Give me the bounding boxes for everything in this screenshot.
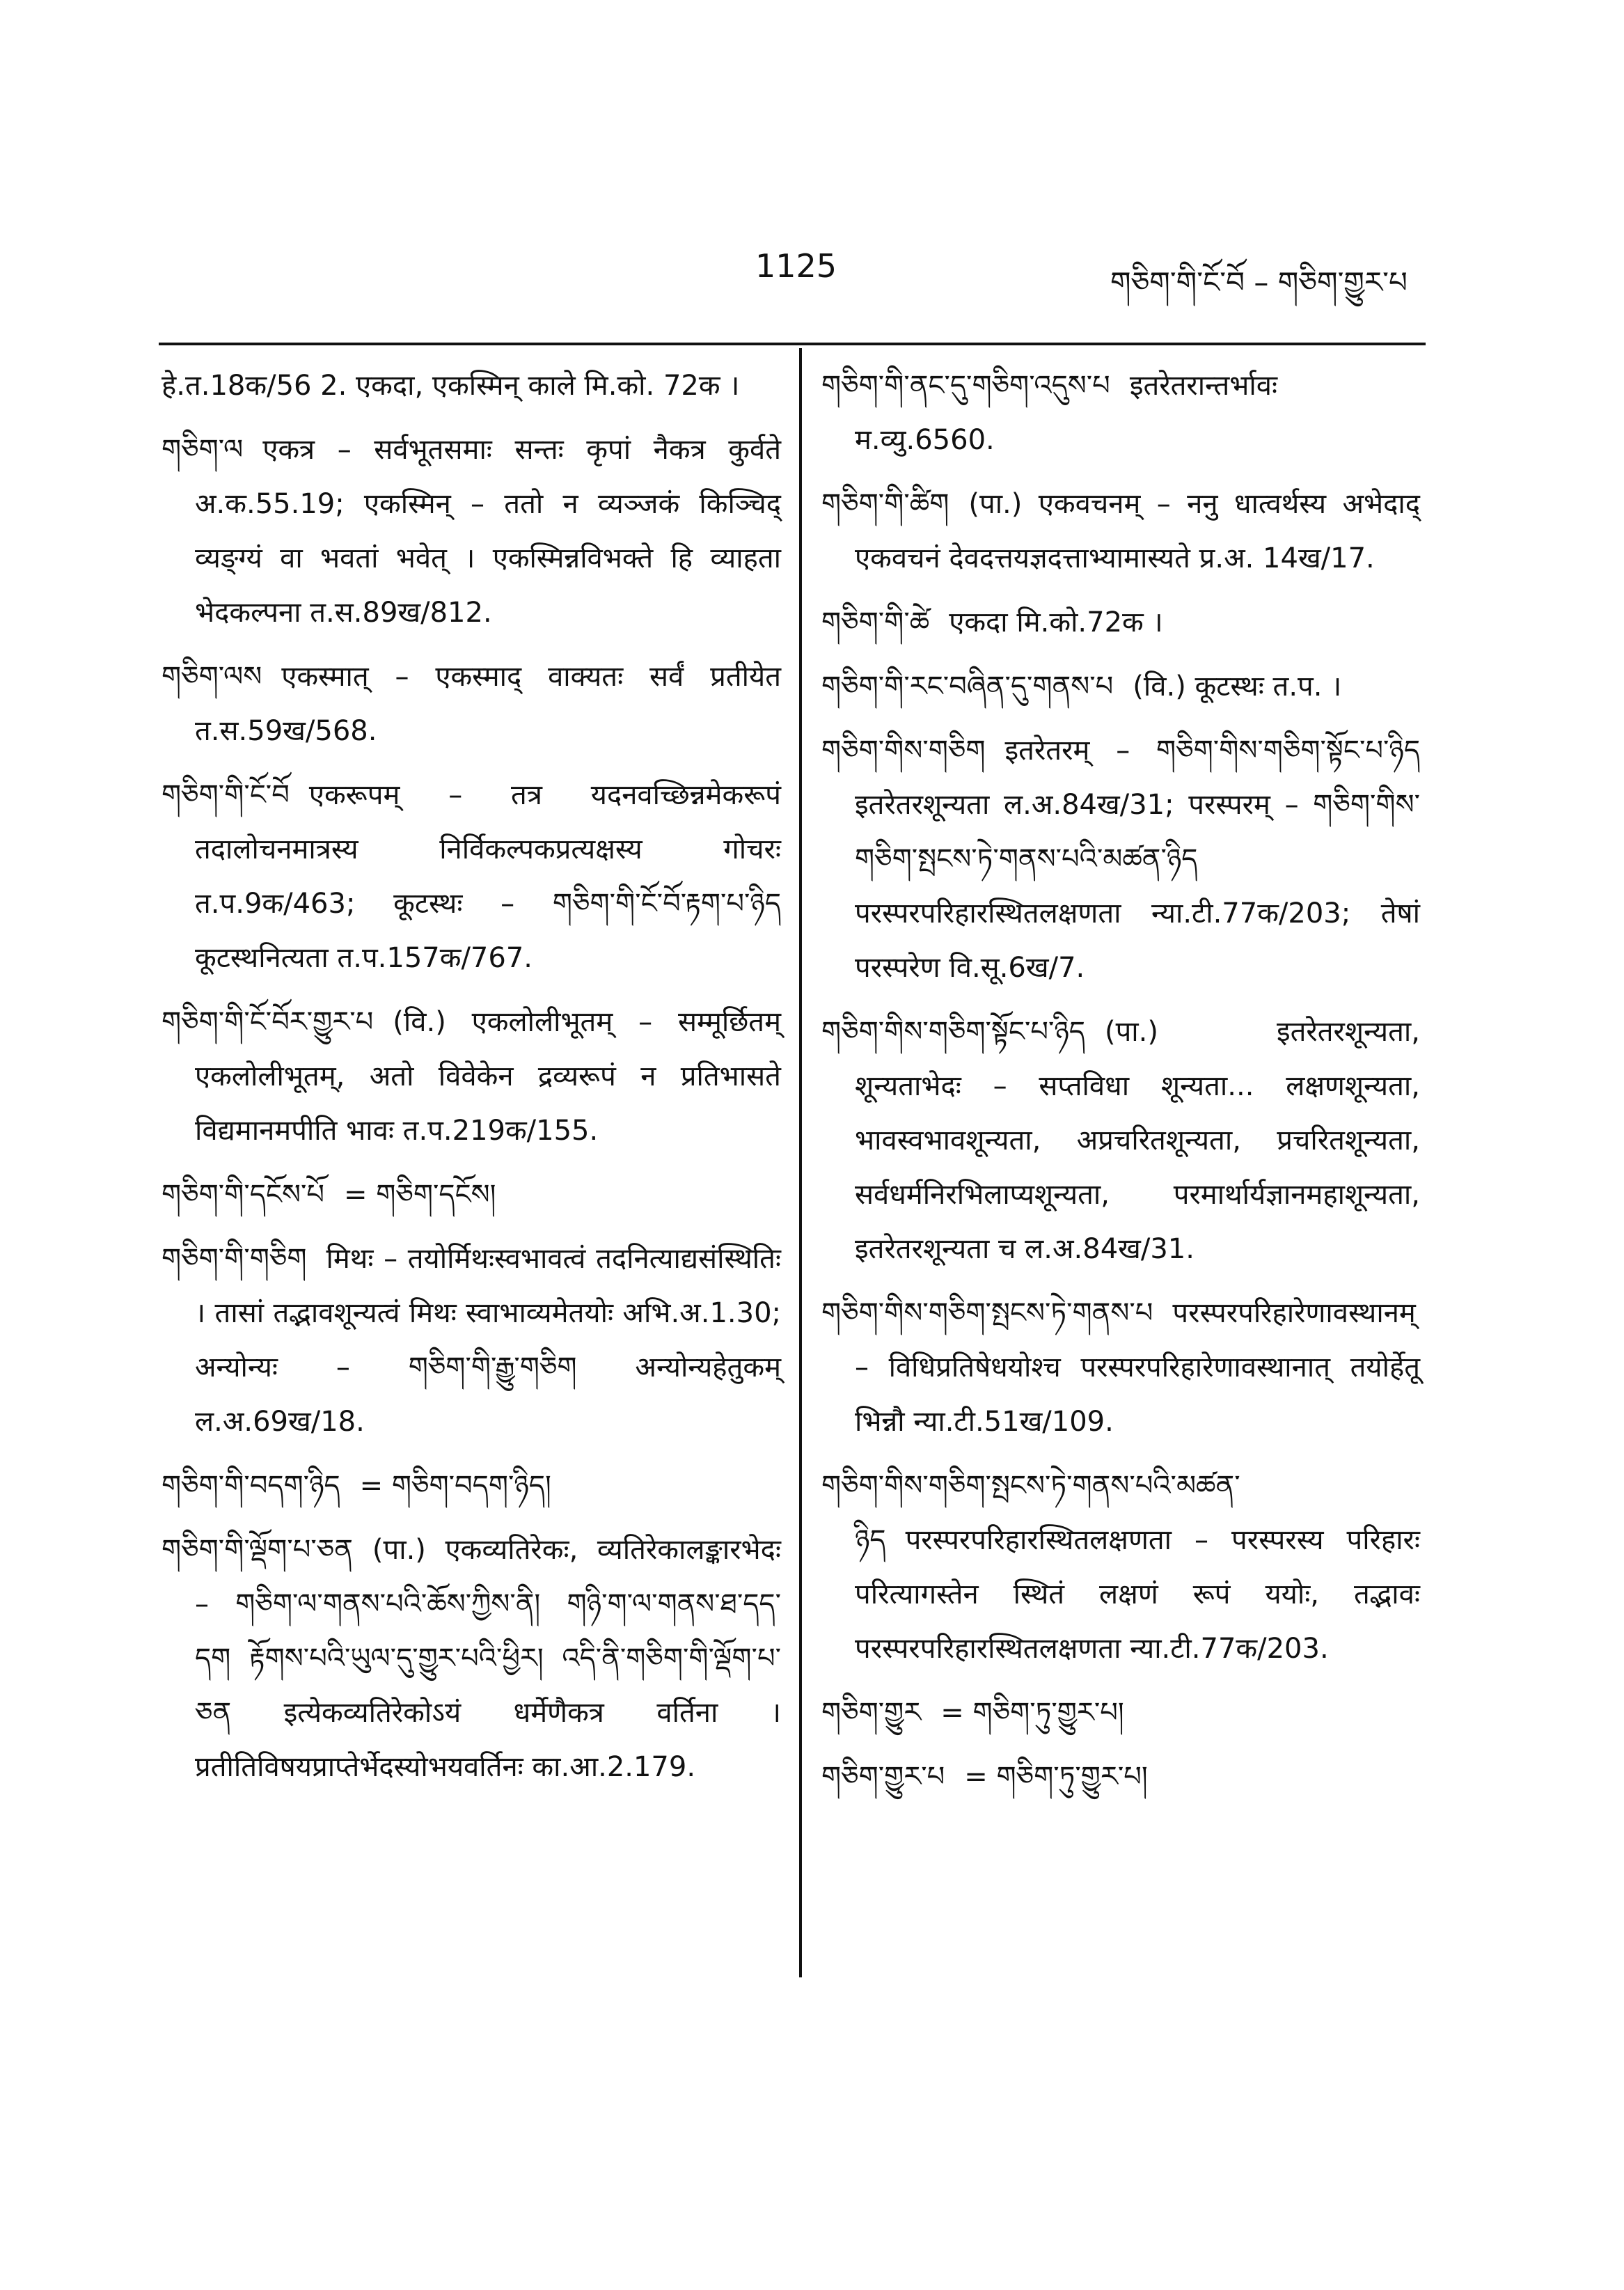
dictionary-entry: [161, 1523, 781, 1794]
entry-definition: एकस्मात् – एकस्माद् वाक्यतः सर्वं प्रतीयेत त.स.59ख/568.: [195, 661, 781, 747]
entry-headword: གཅིག་གི་ནང་དུ་གཅིག་འདུས་པ: [821, 370, 1110, 402]
entry-headword: གཅིག་གི་རང་བཞིན་དུ་གནས་པ: [821, 670, 1114, 703]
entry-definition: परस्परपरिहारेणावस्थानम् – विधिप्रतिषेधयोश्च परस्परपरिहारेणावस्थानात् तयोर्हेतू भिन्नौ न्या.टी.51ख/109.: [855, 1297, 1420, 1438]
dictionary-entry: [821, 1286, 1420, 1449]
entry-definition: = གཅིག་དངོས།: [344, 1179, 496, 1211]
entry-headword: གཅིག་ལ: [161, 434, 244, 466]
entry-headword: གཅིག་གི་ངོ་བོ: [161, 779, 290, 811]
dictionary-entry: [161, 768, 781, 985]
entry-headword: གཅིག་གིས་གཅིག་སྟོང་པ་ཉིད: [821, 1016, 1085, 1048]
column-divider: [799, 348, 802, 1977]
entry-definition: एकदा मि.को.72क ।: [949, 606, 1163, 638]
dictionary-entry: [161, 1168, 781, 1222]
dictionary-entry: [161, 423, 781, 640]
entry-headword: གཅིག་གི་ཚེ: [821, 606, 930, 638]
entry-definition: एकरूपम् – तत्र यदनवच्छिन्नमेकरूपं तदालोचनमात्रस्य निर्विकल्पकप्रत्यक्षस्य गोचरः त.प.9क/463; कूटस्थः – གཅིག་གི་ངོ་བོ་རྟག་པ་ཉིད कूटस्थनित्यता त.प.157क/767.: [195, 779, 781, 974]
dictionary-entry: [821, 477, 1420, 586]
dictionary-entry: [821, 595, 1420, 650]
entry-headword: གཅིག་གིས་གཅིག་སྤངས་ཏེ་གནས་པ: [821, 1297, 1153, 1329]
dictionary-entry: [821, 1459, 1420, 1676]
header-rule: [159, 343, 1426, 345]
dictionary-entry: [161, 995, 781, 1158]
entry-headword: གཅིག་གི་ངོ་བོར་གྱུར་པ: [161, 1006, 374, 1038]
running-head: གཅིག་གི་ངོ་བོ – གཅིག་གྱུར་པ: [1110, 265, 1408, 299]
entry-headword: གཅིག་གི་དངོས་པོ: [161, 1179, 324, 1211]
entry-definition: (पा.) एकवचनम् – ननु धात्वर्थस्य अभेदाद् एकवचनं देवदत्तयज्ञदत्ताभ्यामास्यते प्र.अ. 14ख/17.: [855, 488, 1420, 574]
dictionary-entry: [821, 723, 1420, 995]
entry-definition: (पा.) एकव्यतिरेकः, व्यतिरेकालङ्कारभेदः – གཅིག་ལ་གནས་པའི་ཆོས་ཀྱིས་ནི། གཉི་ག་ལ་གནས་ཐ་དད་དག རྟོགས་པའི་ཡུལ་དུ་གྱུར་པའི་ཕྱིར། འདི་ནི་གཅིག་གི་ལྡོག་པ་ཅན इत्येकव्यतिरेकोऽयं धर्मेणैकत्र वर्तिना । प्रतीतिविषयप्राप्तेर्भेदस्योभयवर्तिनः का.आ.2.179.: [195, 1534, 781, 1783]
entry-headword: གཅིག་གྱུར: [821, 1697, 922, 1729]
entry-headword: གཅིག་གྱུར་པ: [821, 1761, 945, 1793]
right-column: [821, 359, 1420, 1814]
dictionary-entry: [161, 650, 781, 758]
dictionary-entry: [821, 1686, 1420, 1740]
entry-definition: परस्परपरिहारस्थितलक्षणता – परस्परस्य परिहारः परित्यागस्तेन स्थितं लक्षणं रूपं ययोः, तद्भावः परस्परपरिहारस्थितलक्षणता न्या.टी.77क/203.: [855, 1524, 1420, 1665]
entry-headword: གཅིག་གི་གཅིག: [161, 1243, 307, 1275]
entry-definition: इतरेतरान्तर्भावः म.व्यु.6560.: [855, 370, 1278, 456]
entry-definition: हे.त.18क/56 2. एकदा, एकस्मिन् काले मि.को. 72क ।: [161, 370, 740, 402]
entry-headword: གཅིག་གིས་གཅིག: [821, 735, 986, 767]
entry-definition: = གཅིག་ཏུ་གྱུར་པ།: [964, 1761, 1148, 1793]
dictionary-entry: [821, 1005, 1420, 1276]
entry-definition: (वि.) कूटस्थः त.प. ।: [1133, 670, 1342, 703]
left-column: [161, 359, 781, 1804]
page-number: 1125: [755, 247, 837, 285]
entry-definition: (वि.) एकलोलीभूतम् – सम्मूर्छितम् एकलोलीभूतम्, अतो विवेकेन द्रव्यरूपं न प्रतिभासते विद्यमानमपीति भावः त.प.219क/155.: [195, 1006, 781, 1147]
dictionary-entry: [161, 359, 781, 413]
entry-definition: एकत्र – सर्वभूतसमाः सन्तः कृपां नैकत्र कुर्वते अ.क.55.19; एकस्मिन् – ततो न व्यञ्जकं किञ्चिद् व्यङ्ग्यं वा भवतां भवेत् । एकस्मिन्नविभक्ते हि व्याहता भेदकल्पना त.स.89ख/812.: [195, 434, 781, 629]
dictionary-entry: [821, 1750, 1420, 1804]
entry-definition: = གཅིག་བདག་ཉིད།: [359, 1470, 551, 1502]
dictionary-entry: [161, 1232, 781, 1449]
entry-headword: གཅིག་གི་ཚིག: [821, 488, 949, 520]
entry-definition: (पा.) इतरेतरशून्यता, शून्यताभेदः – सप्तविधा शून्यता... लक्षणशून्यता, भावस्वभावशून्यता, अप्रचरितशून्यता, प्रचरितशून्यता, सर्वधर्मनिरभिलाप्यशून्यता, परमार्थार्यज्ञानमहाशून्यता, इतरेतरशून्यता च ल.अ.84ख/31.: [855, 1016, 1420, 1265]
entry-definition: मिथः – तयोर्मिथःस्वभावत्वं तदनित्याद्यसंस्थितिः । तासां तद्भावशून्यत्वं मिथः स्वाभाव्यमेतयोः अभि.अ.1.30; अन्योन्यः – གཅིག་གི་རྒྱུ་གཅིག अन्योन्यहेतुकम् ल.अ.69ख/18.: [195, 1243, 781, 1438]
entry-definition: इतरेतरम् – གཅིག་གིས་གཅིག་སྟོང་པ་ཉིད इतरेतरशून्यता ल.अ.84ख/31; परस्परम् – གཅིག་གིས་གཅིག་སྤངས་ཏེ་གནས་པའི་མཚན་ཉིད परस्परपरिहारस्थितलक्षणता न्या.टी.77क/203; तेषां परस्परेण वि.सू.6ख/7.: [855, 735, 1420, 984]
dictionary-entry: [821, 659, 1420, 714]
entry-headword: གཅིག་ལས: [161, 661, 262, 693]
entry-definition: = གཅིག་ཏུ་གྱུར་པ།: [940, 1697, 1124, 1729]
dictionary-entry: [821, 359, 1420, 467]
entry-headword: གཅིག་གི་ལྡོག་པ་ཅན: [161, 1534, 353, 1566]
dictionary-entry: [161, 1459, 781, 1513]
entry-headword: གཅིག་གི་བདག་ཉིད: [161, 1470, 340, 1502]
entry-headword: གཅིག་གིས་གཅིག་སྤངས་ཏེ་གནས་པའི་མཚན་ཉིད: [821, 1470, 1240, 1556]
